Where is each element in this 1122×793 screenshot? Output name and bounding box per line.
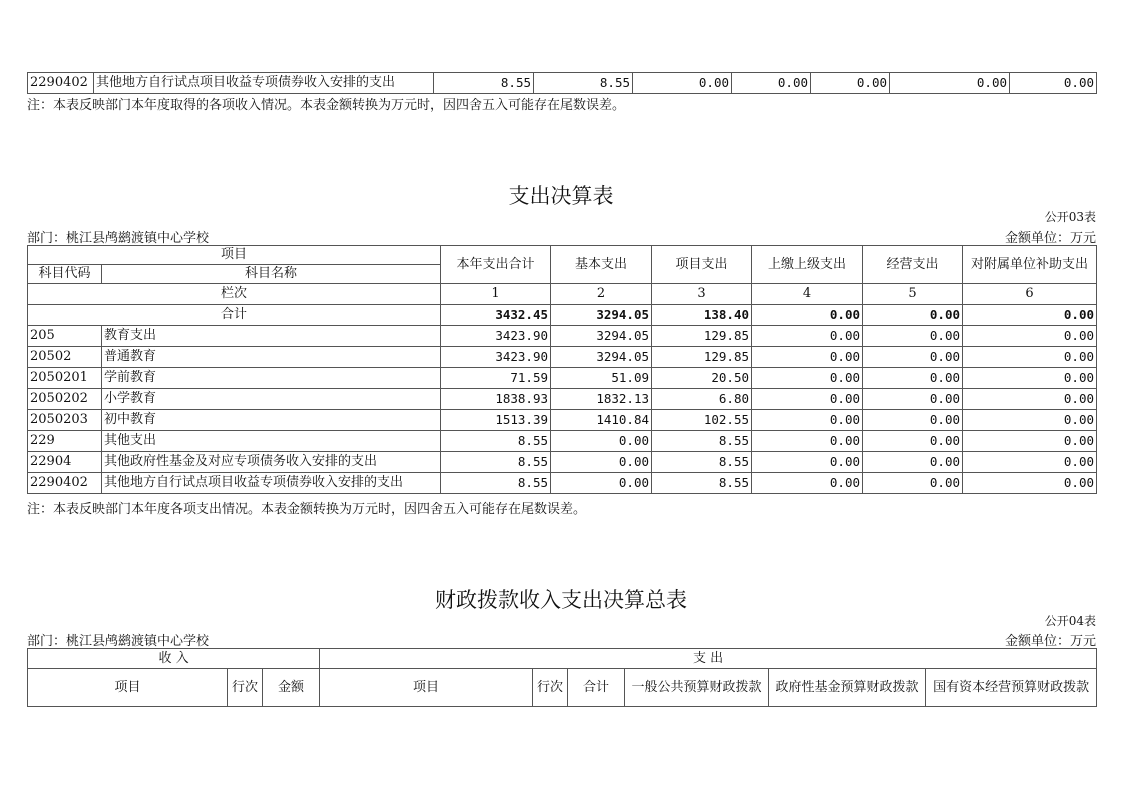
department-label-2: 部门：桃江县鸬鹚渡镇中心学校 [27, 634, 210, 649]
value-cell: 6.80 [652, 389, 752, 410]
value-cell: 0.00 [863, 389, 963, 410]
value-cell: 0.00 [752, 368, 863, 389]
value-cell: 0.00 [863, 326, 963, 347]
lan-number: 1 [441, 284, 551, 305]
value-cell: 0.00 [863, 452, 963, 473]
value-cell: 0.00 [863, 431, 963, 452]
value-cell: 1513.39 [441, 410, 551, 431]
value-cell: 0.00 [963, 431, 1097, 452]
unit-label: 金额单位：万元 [1004, 231, 1096, 246]
expense-header: 支 出 [320, 649, 1097, 669]
value-cell: 0.00 [863, 473, 963, 494]
value-cell: 1838.93 [441, 389, 551, 410]
value-cell: 0.00 [890, 73, 1010, 94]
table-row [28, 389, 1097, 410]
subject-name: 教育支出 [102, 326, 441, 347]
top-partial-table [27, 72, 1097, 94]
value-cell: 8.55 [652, 452, 752, 473]
col-general-budget: 一般公共预算财政拨款 [625, 669, 769, 707]
value-cell: 0.00 [551, 431, 652, 452]
value-cell: 0.00 [963, 410, 1097, 431]
col-state-capital: 国有资本经营预算财政拨款 [926, 669, 1097, 707]
total-value: 3294.05 [551, 305, 652, 326]
subject-name: 普通教育 [102, 347, 441, 368]
value-cell: 71.59 [441, 368, 551, 389]
subject-name: 其他政府性基金及对应专项债务收入安排的支出 [102, 452, 441, 473]
value-cell: 0.00 [752, 452, 863, 473]
value-cell: 0.00 [863, 347, 963, 368]
header-name: 科目名称 [102, 265, 441, 284]
subject-code: 2050202 [28, 389, 102, 410]
subject-code: 20502 [28, 347, 102, 368]
value-cell: 0.00 [963, 326, 1097, 347]
lan-row [28, 284, 1097, 305]
subject-code: 2290402 [28, 73, 94, 94]
total-value: 0.00 [752, 305, 863, 326]
value-cell: 8.55 [534, 73, 633, 94]
value-cell: 1410.84 [551, 410, 652, 431]
col-amount: 金额 [263, 669, 320, 707]
table-code-2: 公开04表 [1044, 614, 1096, 628]
value-cell: 3294.05 [551, 347, 652, 368]
total-value: 3432.45 [441, 305, 551, 326]
page-title: 支出决算表 [508, 184, 614, 208]
value-cell: 0.00 [963, 473, 1097, 494]
col-row: 行次 [228, 669, 263, 707]
table-row [28, 347, 1097, 368]
header-item: 项目 [28, 246, 441, 265]
lan-label: 栏次 [28, 284, 441, 305]
column-header: 项目支出 [652, 246, 752, 284]
value-cell: 20.50 [652, 368, 752, 389]
value-cell: 0.00 [963, 452, 1097, 473]
value-cell: 8.55 [652, 431, 752, 452]
value-cell: 0.00 [752, 473, 863, 494]
table-row [28, 431, 1097, 452]
header-code: 科目代码 [28, 265, 102, 284]
value-cell: 0.00 [863, 368, 963, 389]
subject-name: 学前教育 [102, 368, 441, 389]
value-cell: 8.55 [441, 473, 551, 494]
value-cell: 0.00 [1010, 73, 1097, 94]
top-note: 注：本表反映部门本年度取得的各项收入情况。本表金额转换为万元时，因四舍五入可能存在尾数误差。 [27, 98, 626, 113]
value-cell: 0.00 [863, 410, 963, 431]
value-cell: 0.00 [732, 73, 811, 94]
fiscal-summary-table [27, 648, 1097, 707]
subject-code: 229 [28, 431, 102, 452]
table-row [28, 326, 1097, 347]
value-cell: 0.00 [963, 368, 1097, 389]
subject-code: 205 [28, 326, 102, 347]
subject-name: 初中教育 [102, 410, 441, 431]
subject-code: 2290402 [28, 473, 102, 494]
column-header: 经营支出 [863, 246, 963, 284]
table-row [28, 73, 1097, 94]
value-cell: 0.00 [752, 326, 863, 347]
value-cell: 0.00 [551, 452, 652, 473]
table-row [28, 452, 1097, 473]
total-label: 合计 [28, 305, 441, 326]
lan-number: 2 [551, 284, 652, 305]
total-value: 0.00 [863, 305, 963, 326]
subject-code: 2050203 [28, 410, 102, 431]
subject-name: 其他支出 [102, 431, 441, 452]
subject-name: 其他地方自行试点项目收益专项债券收入安排的支出 [102, 473, 441, 494]
value-cell: 0.00 [752, 431, 863, 452]
value-cell: 1832.13 [551, 389, 652, 410]
header-row [28, 669, 1097, 707]
header-row [28, 246, 1097, 265]
value-cell: 0.00 [551, 473, 652, 494]
value-cell: 0.00 [752, 389, 863, 410]
value-cell: 0.00 [752, 347, 863, 368]
value-cell: 0.00 [963, 389, 1097, 410]
total-value: 138.40 [652, 305, 752, 326]
table-row [28, 473, 1097, 494]
col-item-2: 项目 [320, 669, 533, 707]
lan-number: 5 [863, 284, 963, 305]
col-total: 合计 [568, 669, 625, 707]
table-row [28, 368, 1097, 389]
value-cell: 8.55 [441, 431, 551, 452]
header-row [28, 649, 1097, 669]
value-cell: 0.00 [963, 347, 1097, 368]
unit-label-2: 金额单位：万元 [1004, 634, 1096, 649]
lan-number: 6 [963, 284, 1097, 305]
total-value: 0.00 [963, 305, 1097, 326]
lan-number: 3 [652, 284, 752, 305]
department-label: 部门：桃江县鸬鹚渡镇中心学校 [27, 231, 210, 246]
total-row [28, 305, 1097, 326]
expense-table [27, 245, 1097, 494]
value-cell: 51.09 [551, 368, 652, 389]
income-header: 收 入 [28, 649, 320, 669]
lan-number: 4 [752, 284, 863, 305]
page-title-2: 财政拨款收入支出决算总表 [435, 588, 687, 612]
table-row [28, 410, 1097, 431]
expense-note: 注：本表反映部门本年度各项支出情况。本表金额转换为万元时，因四舍五入可能存在尾数误差。 [27, 502, 587, 517]
table-code: 公开03表 [1044, 210, 1096, 224]
col-item: 项目 [28, 669, 228, 707]
value-cell: 8.55 [434, 73, 534, 94]
subject-code: 2050201 [28, 368, 102, 389]
col-row-2: 行次 [533, 669, 568, 707]
column-header: 基本支出 [551, 246, 652, 284]
value-cell: 3423.90 [441, 326, 551, 347]
column-header: 上缴上级支出 [752, 246, 863, 284]
value-cell: 129.85 [652, 326, 752, 347]
column-header: 对附属单位补助支出 [963, 246, 1097, 284]
value-cell: 8.55 [652, 473, 752, 494]
value-cell: 3294.05 [551, 326, 652, 347]
value-cell: 102.55 [652, 410, 752, 431]
value-cell: 0.00 [811, 73, 890, 94]
col-fund-budget: 政府性基金预算财政拨款 [769, 669, 926, 707]
value-cell: 0.00 [752, 410, 863, 431]
subject-code: 22904 [28, 452, 102, 473]
value-cell: 8.55 [441, 452, 551, 473]
column-header: 本年支出合计 [441, 246, 551, 284]
subject-name: 小学教育 [102, 389, 441, 410]
subject-name: 其他地方自行试点项目收益专项债券收入安排的支出 [94, 73, 434, 94]
value-cell: 129.85 [652, 347, 752, 368]
value-cell: 3423.90 [441, 347, 551, 368]
value-cell: 0.00 [633, 73, 732, 94]
